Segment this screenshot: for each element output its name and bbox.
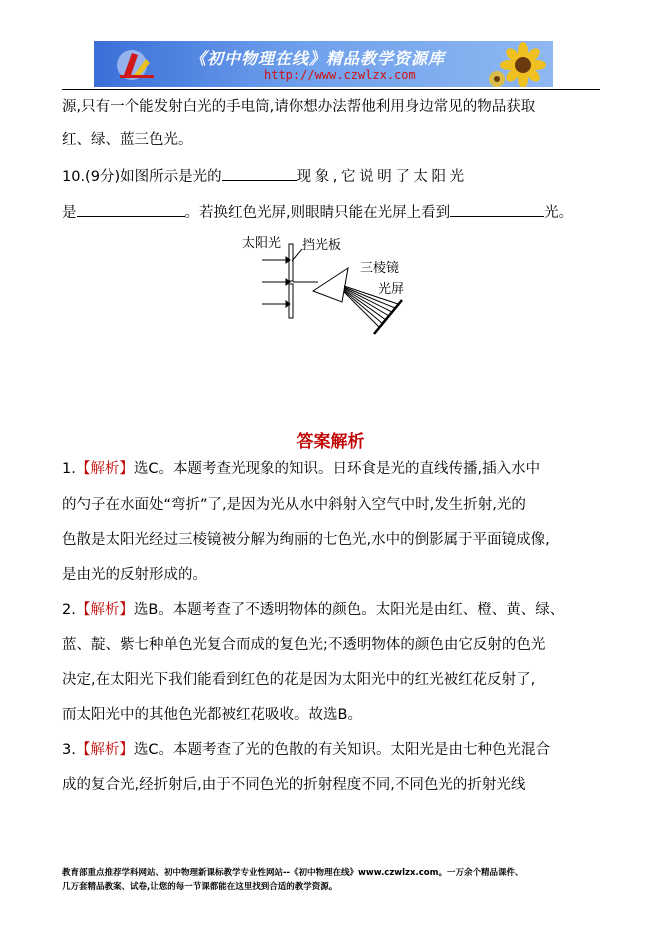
a1-text: 选C。本题考查光现象的知识。日环食是光的直线传播,插入水中 bbox=[133, 461, 541, 477]
a1-line1 bbox=[62, 459, 540, 479]
a2-line1 bbox=[62, 600, 564, 620]
sunflower-icon bbox=[483, 41, 553, 87]
a3-line2: 成的复合光,经折射后,由于不同色光的折射程度不同,不同色光的折射光线 bbox=[62, 777, 526, 793]
sunlight-label: 太阳光 bbox=[242, 236, 282, 251]
q10-text-e: 光。 bbox=[544, 205, 574, 221]
q10-text-c: 是 bbox=[62, 205, 77, 221]
a1-number: 1. bbox=[62, 461, 76, 477]
a3-text: 选C。本题考查了光的色散的有关知识。太阳光是由七种色光混合 bbox=[133, 742, 550, 758]
q10-text-a: 10.(9分)如图所示是光的 bbox=[62, 169, 222, 185]
answers-heading: 答案解析 bbox=[296, 432, 365, 452]
q10-blank-2[interactable] bbox=[77, 201, 185, 217]
banner-url[interactable]: http://www.czwlzx.com bbox=[264, 68, 416, 82]
a2-number: 2. bbox=[62, 602, 76, 618]
a3-tag: 【解析】 bbox=[75, 742, 134, 758]
banner-title: 《初中物理在线》精品教学资源库 bbox=[190, 49, 446, 68]
q9-line1: 源,只有一个能发射白光的手电筒,请你想办法帮他利用身边常见的物品获取 bbox=[62, 99, 536, 115]
a3-number: 3. bbox=[62, 742, 76, 758]
a1-line4: 是由光的反射形成的。 bbox=[62, 567, 207, 583]
a2-line4: 而太阳光中的其他色光都被红花吸收。故选B。 bbox=[62, 707, 362, 723]
q9-line2: 红、绿、蓝三色光。 bbox=[62, 132, 193, 148]
q10-line1 bbox=[62, 165, 468, 187]
q10-text-b: 现象,它说明了太阳光 bbox=[296, 169, 468, 185]
footer-line2: 几万套精品教案、试卷,让您的每一节课都能在这里找到合适的教学资源。 bbox=[62, 882, 338, 892]
footer-line1: 教育部重点推荐学科网站、初中物理新课标教学专业性网站--《初中物理在线》www.czwlzx.com。一万余个精品课件、 bbox=[62, 868, 524, 878]
a2-line2: 蓝、靛、紫七种单色光复合而成的复色光;不透明物体的颜色由它反射的色光 bbox=[62, 637, 546, 653]
shield-plate-top bbox=[289, 244, 293, 281]
a2-tag: 【解析】 bbox=[75, 602, 134, 618]
header-banner bbox=[94, 41, 553, 87]
shield-label: 挡光板 bbox=[302, 238, 342, 253]
a1-tag: 【解析】 bbox=[75, 461, 134, 477]
q10-line2 bbox=[62, 201, 573, 223]
prism bbox=[313, 268, 348, 302]
screen-label: 光屏 bbox=[378, 282, 405, 297]
prism-label: 三棱镜 bbox=[360, 261, 400, 276]
prism-dispersion-diagram bbox=[240, 232, 420, 342]
a1-line2: 的勺子在水面处“弯折”了,是因为光从水中斜射入空气中时,发生折射,光的 bbox=[62, 497, 526, 513]
a1-line3: 色散是太阳光经过三棱镜被分解为绚丽的七色光,水中的倒影属于平面镜成像, bbox=[62, 532, 550, 548]
logo-icon bbox=[94, 41, 184, 87]
a2-line3: 决定,在太阳光下我们能看到红色的花是因为太阳光中的红光被红花反射了, bbox=[62, 672, 536, 688]
q10-blank-1[interactable] bbox=[222, 165, 297, 181]
q10-text-d: 。若换红色光屏,则眼睛只能在光屏上看到 bbox=[184, 205, 451, 221]
a3-line1 bbox=[62, 740, 550, 760]
header-divider bbox=[62, 89, 600, 90]
a2-text: 选B。本题考查了不透明物体的颜色。太阳光是由红、橙、黄、绿、 bbox=[133, 602, 565, 618]
shield-plate-bottom bbox=[289, 284, 293, 318]
q10-blank-3[interactable] bbox=[450, 201, 544, 217]
